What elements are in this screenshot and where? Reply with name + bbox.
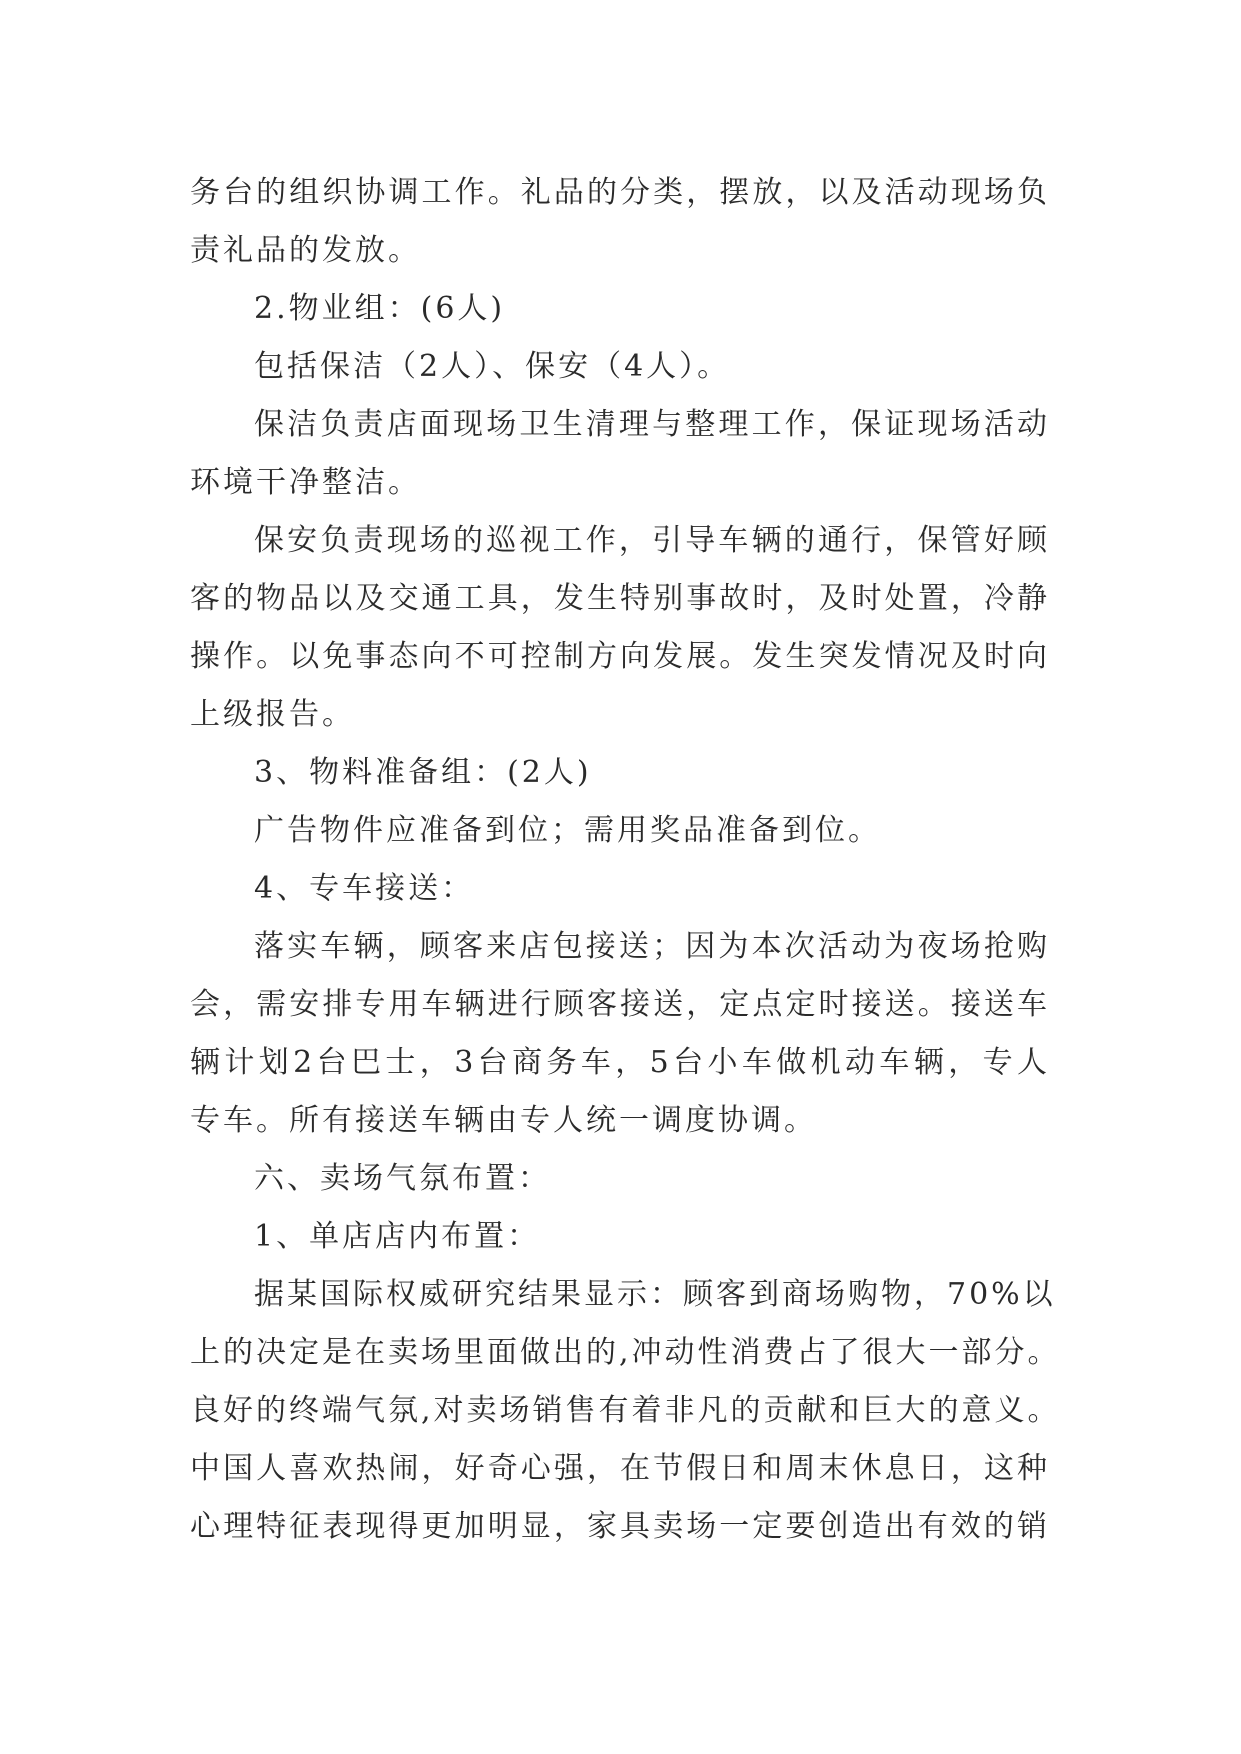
text-line: 4、专车接送：	[254, 871, 475, 906]
text-line: 保安负责现场的巡视工作，引导车辆的通行，保管好顾	[254, 523, 1050, 558]
text-line: 3、物料准备组：(2人)	[254, 755, 592, 790]
text-line: 良好的终端气氛,对卖场销售有着非凡的贡献和巨大的意义。	[190, 1393, 1061, 1428]
document-body	[190, 164, 1061, 1556]
text-line: 环境干净整洁。	[190, 465, 421, 500]
text-line: 中国人喜欢热闹，好奇心强，在节假日和周末休息日，这种	[190, 1451, 1050, 1486]
text-line: 据某国际权威研究结果显示：顾客到商场购物，70%以	[254, 1277, 1056, 1312]
text-line: 责礼品的发放。	[190, 233, 421, 268]
text-line: 上级报告。	[190, 697, 355, 732]
text-line: 心理特征表现得更加明显，家具卖场一定要创造出有效的销	[190, 1509, 1050, 1544]
text-line: 上的决定是在卖场里面做出的,冲动性消费占了很大一部分。	[190, 1335, 1061, 1370]
text-line: 1、单店店内布置：	[254, 1219, 541, 1254]
text-line: 落实车辆，顾客来店包接送；因为本次活动为夜场抢购	[254, 929, 1050, 964]
text-line: 辆计划2台巴士，3台商务车，5台小车做机动车辆，专人	[190, 1045, 1050, 1080]
text-line: 广告物件应准备到位；需用奖品准备到位。	[254, 813, 881, 848]
text-line: 保洁负责店面现场卫生清理与整理工作，保证现场活动	[254, 407, 1050, 442]
text-line: 务台的组织协调工作。礼品的分类，摆放，以及活动现场负	[190, 175, 1050, 210]
text-line: 客的物品以及交通工具，发生特别事故时，及时处置，冷静	[190, 581, 1050, 616]
text-line: 包括保洁（2人）、保安（4人）。	[254, 349, 731, 384]
text-line: 2.物业组：(6人)	[254, 291, 506, 326]
text-line: 会，需安排专用车辆进行顾客接送，定点定时接送。接送车	[190, 987, 1050, 1022]
text-line: 操作。以免事态向不可控制方向发展。发生突发情况及时向	[190, 639, 1050, 674]
text-line: 专车。所有接送车辆由专人统一调度协调。	[190, 1103, 817, 1138]
text-line: 六、卖场气氛布置：	[254, 1161, 551, 1196]
